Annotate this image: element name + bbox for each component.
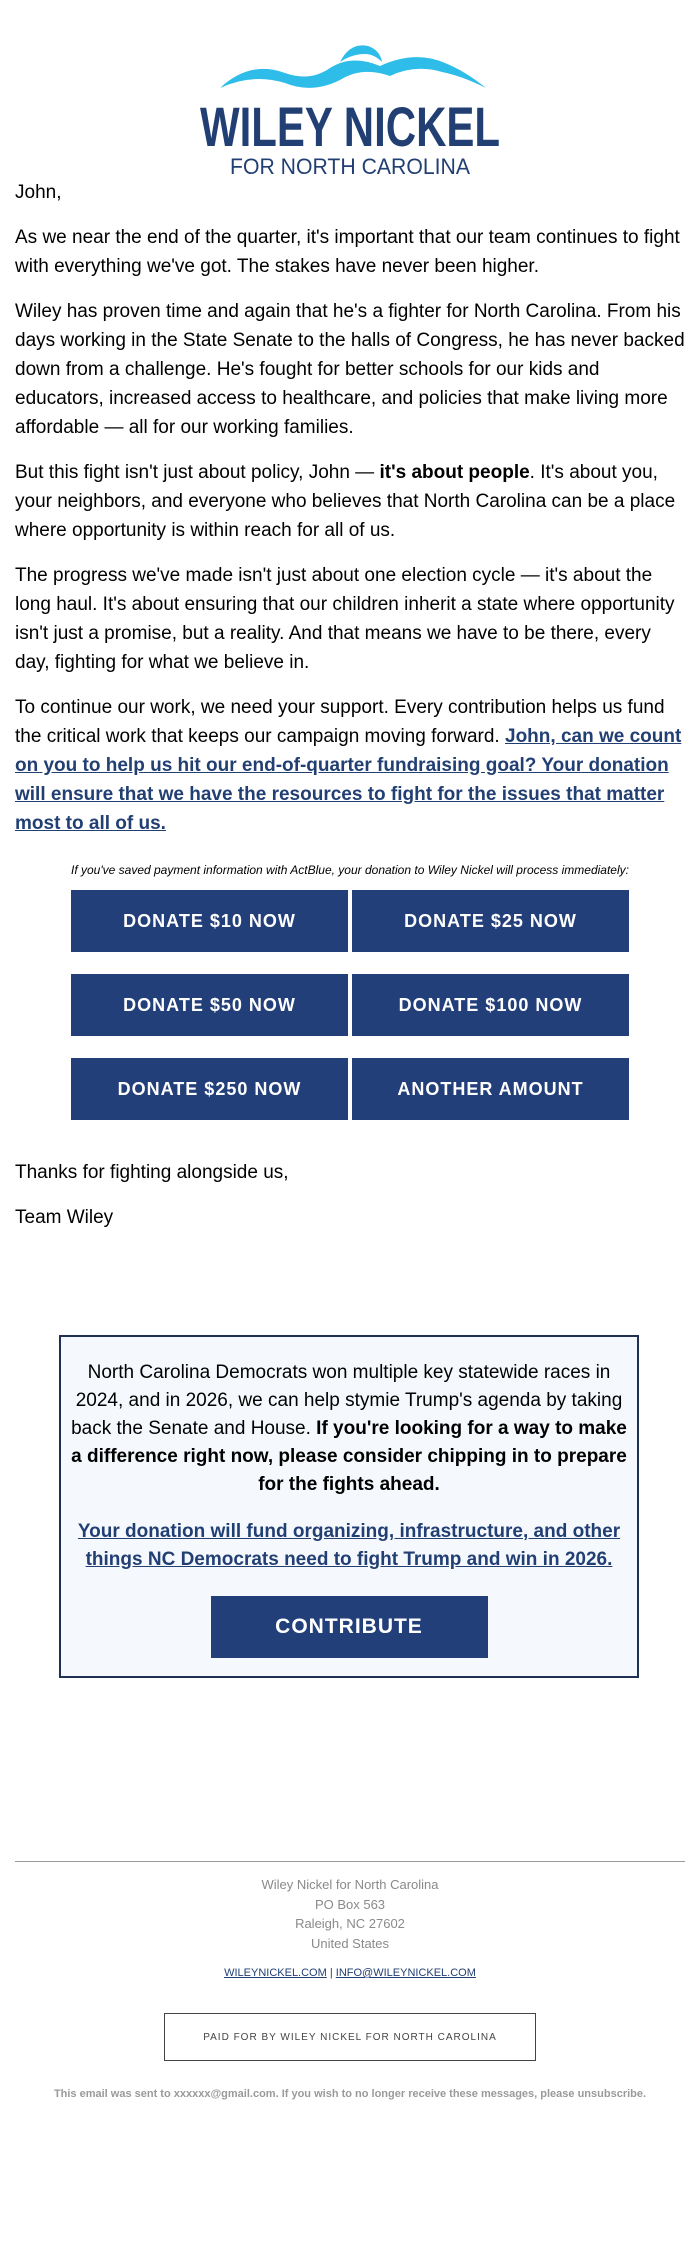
letter-body [0,178,700,1232]
email-link[interactable]: INFO@WILEYNICKEL.COM [335,1967,476,1979]
address-line-3: Raleigh, NC 27602 [295,1916,405,1931]
logo-name: WILEY NICKEL [200,95,500,158]
actblue-note: If you've saved payment information with ActBlue, your donation to Wiley Nickel will process immediately: [71,863,629,877]
donate-100-button[interactable]: DONATE $100 NOW [352,974,629,1036]
donate-10-button[interactable]: DONATE $10 NOW [71,890,348,952]
footer-address [0,1875,700,1953]
campaign-logo [190,38,510,178]
contribute-button[interactable]: CONTRIBUTE [211,1596,488,1658]
website-link[interactable]: WILEYNICKEL.COM [224,1967,327,1979]
paragraph-2: Wiley has proven time and again that he's a fighter for North Carolina. From his days working in the State Senate to the halls of Congress, he has never backed down from a challenge. He's fought for better schools for our kids and educators, increased access to healthcare, and policies that make living more affordable — all for our working families. [15,301,685,438]
unsubscribe-notice[interactable]: This email was sent to xxxxxx@gmail.com. If you wish to no longer receive these messages, please unsubscribe. [53,2088,647,2100]
callout-text [70,1359,628,1499]
donate-250-button[interactable]: DONATE $250 NOW [71,1058,348,1120]
paragraph-5 [15,693,685,838]
another-amount-button[interactable]: ANOTHER AMOUNT [352,1058,629,1120]
callout-link[interactable]: Your donation will fund organizing, infrastructure, and other things NC Democrats need to fight Trump and win in 2026. [77,1521,621,1570]
donate-button-grid [71,890,629,1120]
logo-sub: FOR NORTH CAROLINA [230,154,471,179]
greeting: John, [15,182,62,203]
paragraph-3-start: But this fight isn't just about policy, John — [15,462,380,483]
paragraph-3-end: . It's about you, your neighbors, and everyone who believes that North Carolina can be a place where opportunity is within reach for all of us. [15,462,676,541]
paragraph-3-bold: it's about people [379,462,530,483]
paragraph-5-text: To continue our work, we need your support. Every contribution helps us fund the critical work that keeps our campaign moving forward. [15,697,665,747]
address-line-4: United States [310,1935,390,1951]
signature: Team Wiley [15,1207,114,1228]
link-separator: | [329,1967,333,1979]
sun-arc-icon [340,45,382,62]
paragraph-3 [15,458,685,545]
address-line-2: PO Box 563 [314,1896,386,1912]
donate-25-button[interactable]: DONATE $25 NOW [352,890,629,952]
address-line-1: Wiley Nickel for North Carolina [261,1877,439,1892]
footer-divider [15,1861,685,1862]
donate-ask-link[interactable]: John, can we count on you to help us hit our end-of-quarter fundraising goal? Your donation will ensure that we have the resources to fight for the issues that matter most to all of us. [15,726,682,834]
callout-plain: North Carolina Democrats won multiple key statewide races in 2024, and in 2026, we can help stymie Trump's agenda by taking back the Senate and House. [71,1362,623,1439]
paragraph-4: The progress we've made isn't just about one election cycle — it's about the long haul. It's about ensuring that our children inherit a state where opportunity isn't just a promise, but a reality. And that means we have to be there, every day, fighting for what we believe in. [15,565,675,673]
mountain-icon [220,57,486,88]
paid-for-disclaimer: PAID FOR BY WILEY NICKEL FOR NORTH CAROLINA [164,2013,536,2061]
donate-50-button[interactable]: DONATE $50 NOW [71,974,348,1036]
callout-bold: If you're looking for a way to make a difference right now, please consider chipping in to prepare for the fights ahead. [71,1418,627,1495]
paragraph-1: As we near the end of the quarter, it's important that our team continues to fight with everything we've got. The stakes have never been higher. [15,227,680,277]
signoff: Thanks for fighting alongside us, [15,1162,289,1183]
ncdp-callout-box [59,1335,639,1678]
email-page [0,38,700,2246]
footer-links [0,1967,700,1979]
